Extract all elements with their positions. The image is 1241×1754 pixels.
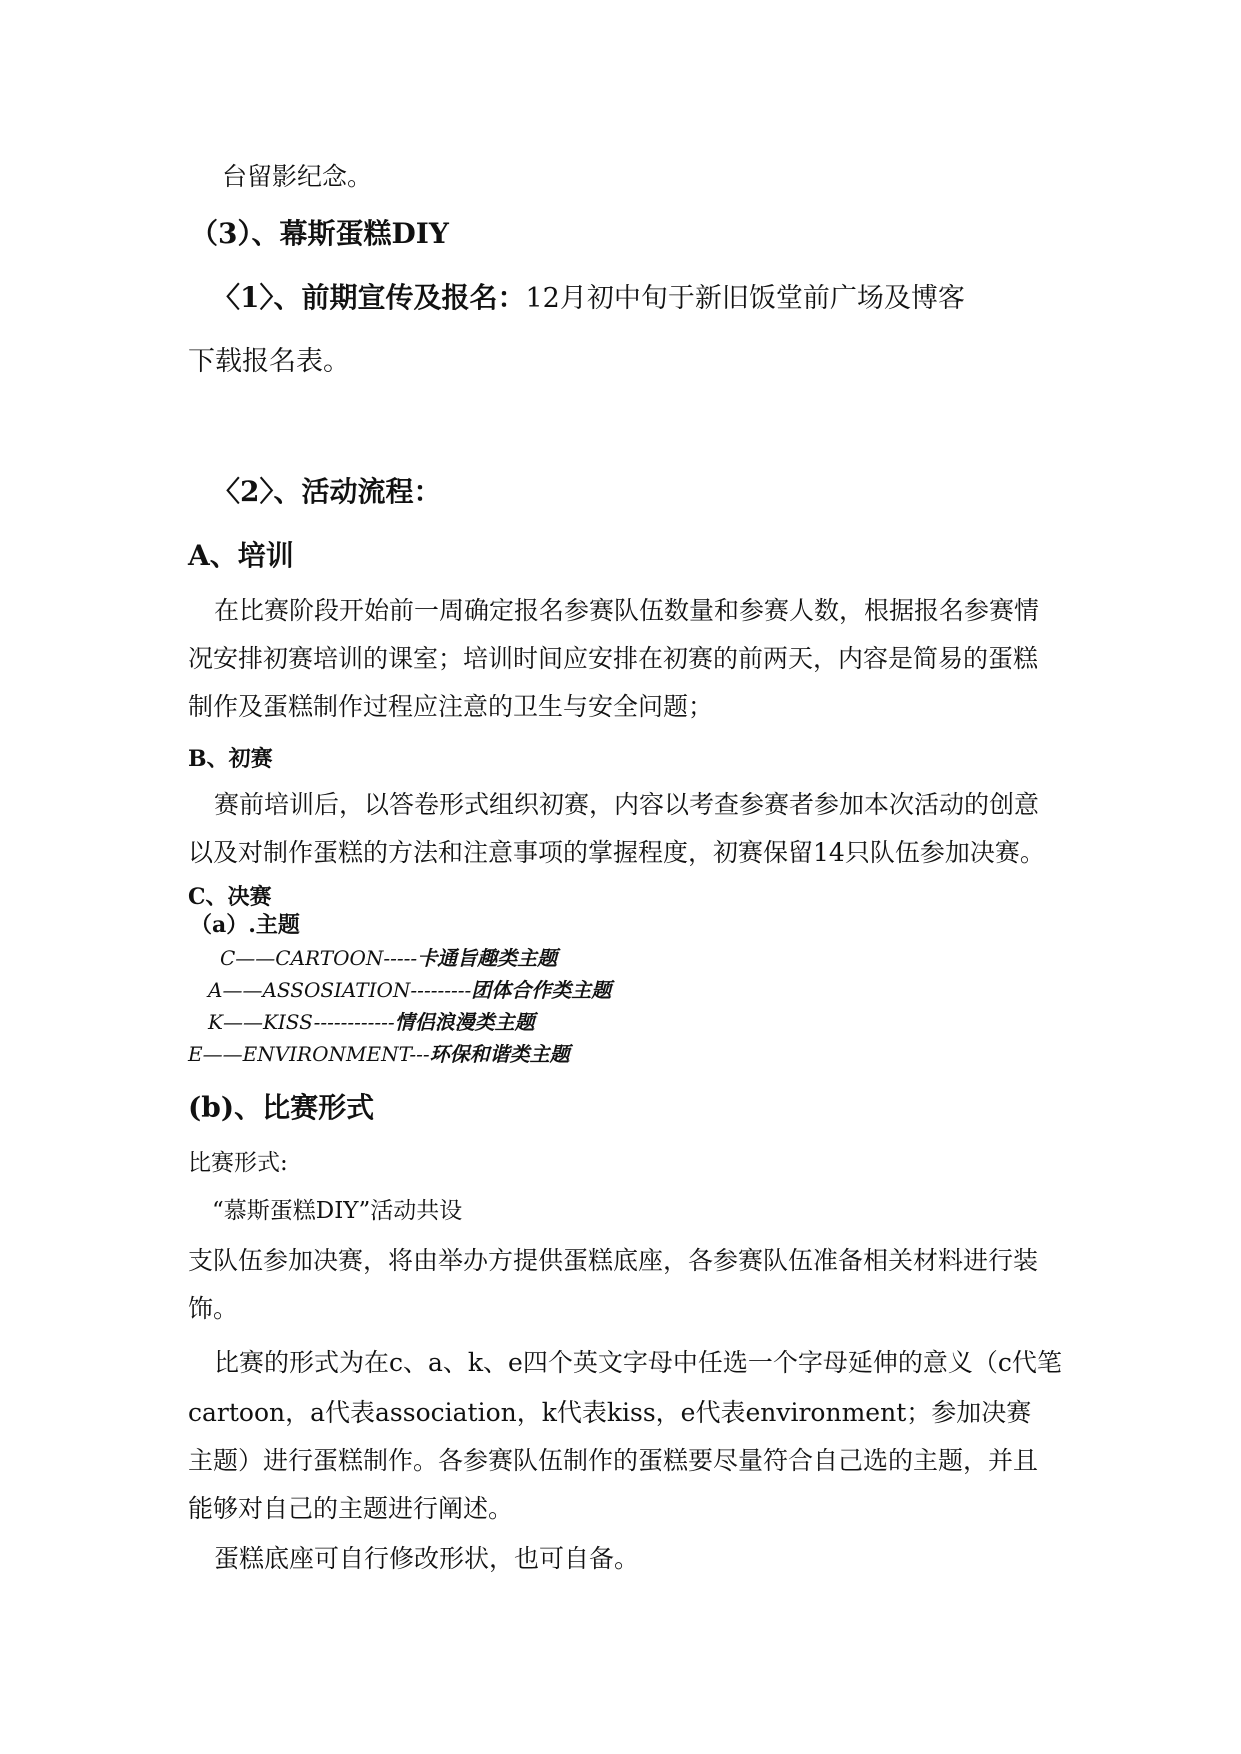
step-heading: C、决赛 [188, 884, 272, 910]
theme-name: 团体合作类主题 [471, 978, 612, 1002]
theme-code: K——KISS------------ [208, 1010, 395, 1034]
paragraph-line: 饰。 [188, 1294, 239, 1323]
step-heading: B、初赛 [188, 746, 273, 772]
paragraph-line: 在比赛阶段开始前一周确定报名参赛队伍数量和参赛人数，根据报名参赛情 [214, 596, 1040, 625]
paragraph-line: 下载报名表。 [188, 346, 350, 377]
step-heading: A、培训 [188, 539, 294, 572]
theme-name: 卡通旨趣类主题 [417, 946, 558, 970]
paragraph-line: 赛前培训后，以答卷形式组织初赛，内容以考查参赛者参加本次活动的创意 [214, 790, 1040, 819]
theme-name: 环保和谐类主题 [429, 1042, 570, 1066]
theme-item [208, 1012, 535, 1032]
sub-item-heading: （a）.主题 [190, 912, 300, 938]
paragraph-line: 支队伍参加决赛，将由举办方提供蛋糕底座，各参赛队伍准备相关材料进行装 [188, 1246, 1039, 1275]
theme-name: 情侣浪漫类主题 [394, 1010, 535, 1034]
paragraph-line: 蛋糕底座可自行修改形状，也可自备。 [214, 1544, 640, 1573]
paragraph-line: 台留影纪念。 [222, 162, 373, 191]
paragraph-line: “慕斯蛋糕DIY”活动共设 [212, 1198, 463, 1224]
subsection-heading: 〈2〉、活动流程： [212, 475, 442, 508]
paragraph-line: 比赛的形式为在c、a、k、e四个英文字母中任选一个字母延伸的意义（c代笔 [214, 1348, 1062, 1377]
paragraph-line: 以及对制作蛋糕的方法和注意事项的掌握程度，初赛保留14只队伍参加决赛。 [188, 838, 1045, 867]
paragraph-line: 比赛形式: [188, 1150, 288, 1176]
section-heading: （3）、幕斯蛋糕DIY [190, 217, 449, 250]
theme-item [208, 980, 611, 1000]
theme-item [220, 948, 557, 968]
subsection-heading-text: 12月初中旬于新旧饭堂前广场及博客 [525, 283, 965, 314]
paragraph-line: 主题）进行蛋糕制作。各参赛队伍制作的蛋糕要尽量符合自己选的主题，并且 [188, 1446, 1039, 1475]
theme-code: C——CARTOON----- [220, 946, 418, 970]
theme-code: A——ASSOSIATION--------- [208, 978, 472, 1002]
theme-item [188, 1044, 570, 1064]
paragraph-line: cartoon，a代表association，k代表kiss，e代表environment；参加决赛 [188, 1398, 1032, 1427]
subsection-heading-label: 〈1〉、前期宣传及报名： [212, 281, 526, 314]
sub-item-heading: (b)、比赛形式 [188, 1091, 375, 1124]
theme-code: E——ENVIRONMENT--- [188, 1042, 430, 1066]
paragraph-line: 能够对自己的主题进行阐述。 [188, 1494, 514, 1523]
paragraph-line: 况安排初赛培训的课室；培训时间应安排在初赛的前两天，内容是简易的蛋糕 [188, 644, 1039, 673]
paragraph-line: 制作及蛋糕制作过程应注意的卫生与安全问题； [188, 692, 714, 721]
subsection-heading [212, 281, 965, 314]
